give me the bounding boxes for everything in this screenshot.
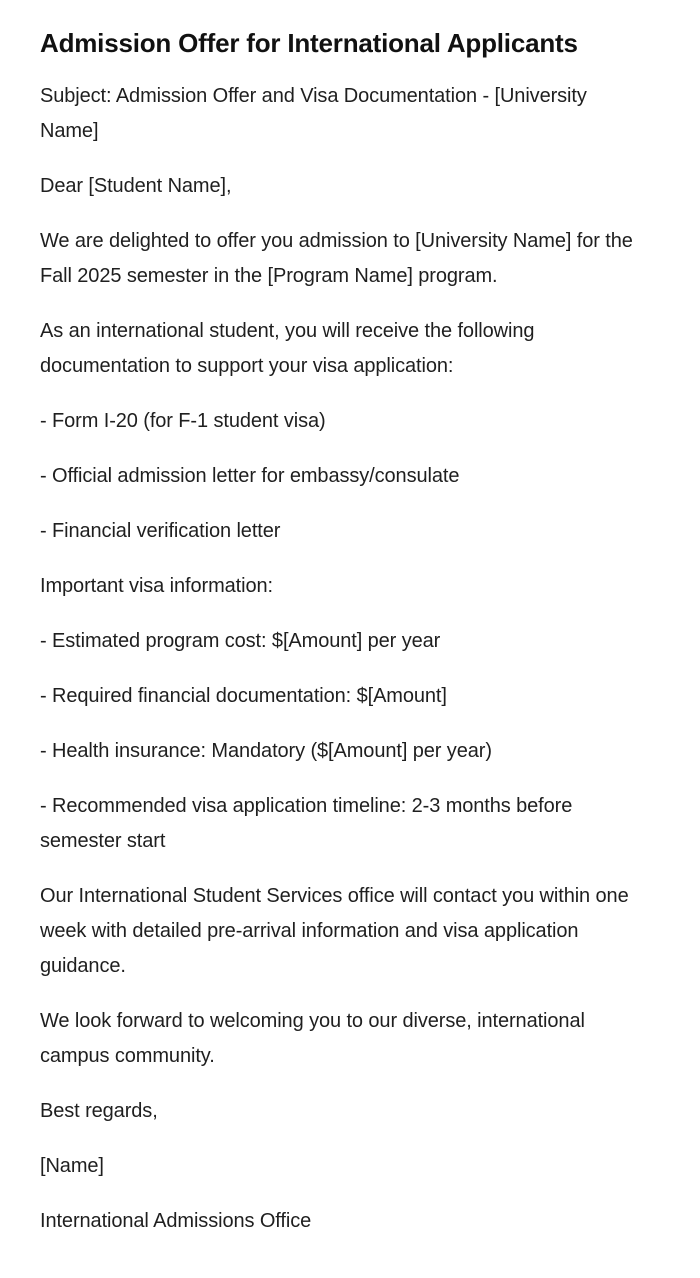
list-item: - Recommended visa application timeline: 2-3 months before semester start [40, 795, 573, 852]
list-item: - Health insurance: Mandatory ($[Amount] per year) [40, 740, 492, 762]
paragraph-sender-name: [Name] [40, 1155, 104, 1177]
paragraph-documentation-lead: As an international student, you will receive the following documentation to support your visa application: [40, 320, 535, 377]
paragraph-welcome: We look forward to welcoming you to our diverse, international campus community. [40, 1010, 585, 1067]
paragraph-intro: We are delighted to offer you admission to [University Name] for the Fall 2025 semester in the [Program Name] program. [40, 230, 633, 287]
list-item: - Official admission letter for embassy/consulate [40, 465, 460, 487]
list-item: - Estimated program cost: $[Amount] per year [40, 630, 441, 652]
list-item: - Form I-20 (for F-1 student visa) [40, 410, 326, 432]
paragraph-visa-info-lead: Important visa information: [40, 575, 273, 597]
page-title: Admission Offer for International Applicants [40, 28, 578, 58]
document-body [40, 79, 635, 1239]
list-item: - Financial verification letter [40, 520, 281, 542]
paragraph-subject: Subject: Admission Offer and Visa Documentation - [University Name] [40, 85, 587, 142]
paragraph-sign-off: Best regards, [40, 1100, 158, 1122]
paragraph-contact-info: Our International Student Services office will contact you within one week with detailed pre-arrival information and visa application guidance. [40, 885, 629, 977]
paragraph-sender-office: International Admissions Office [40, 1210, 312, 1232]
paragraph-salutation: Dear [Student Name], [40, 175, 232, 197]
list-item: - Required financial documentation: $[Amount] [40, 685, 447, 707]
